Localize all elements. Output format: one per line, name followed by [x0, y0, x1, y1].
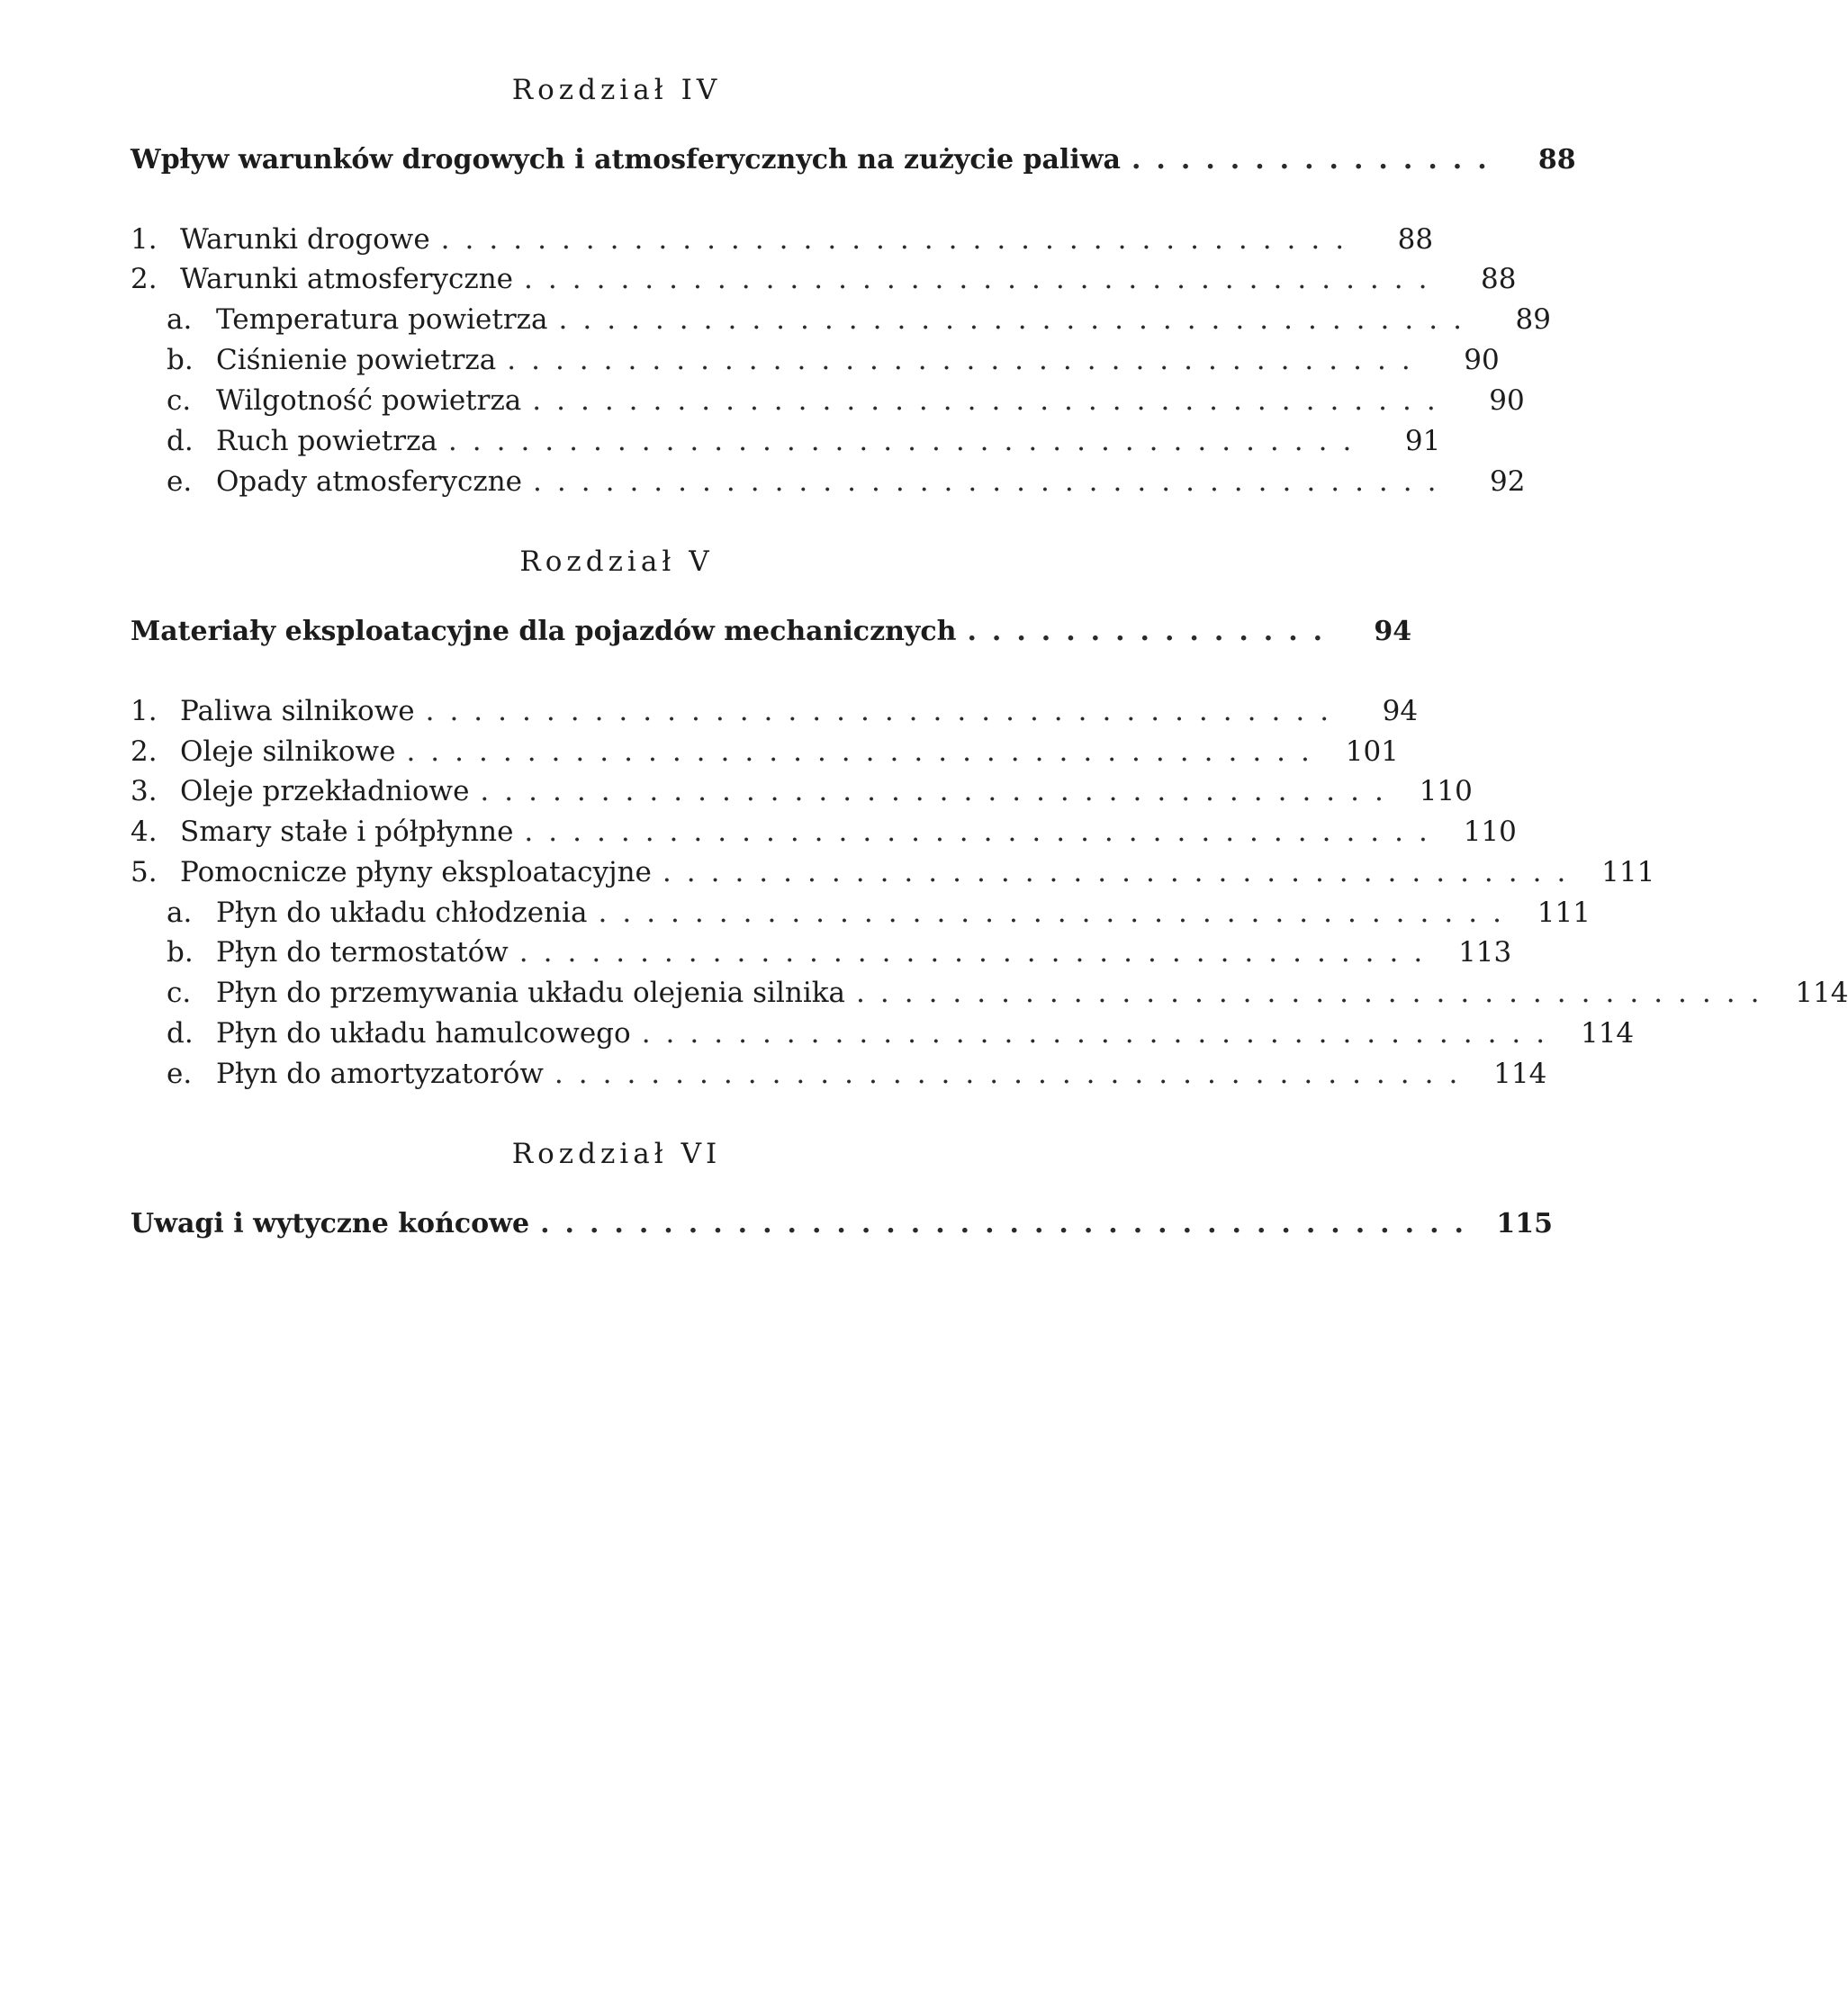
dot-leader: ...................................... [641, 1017, 1561, 1050]
chapter-title-iv: Wpływ warunków drogowych i atmosferycznych na zużycie paliwa [131, 144, 1121, 176]
entry-title: Płyn do amortyzatorów [216, 1058, 544, 1090]
entry-number: 1. [131, 695, 158, 727]
chapter-heading-vi: Rozdział VI [511, 1138, 722, 1170]
entry-title: Oleje silnikowe [180, 735, 396, 768]
entry-title: Pomocnicze płyny eksploatacyjne [180, 856, 652, 888]
entry-page: 110 [1463, 816, 1517, 848]
chapter-title-row-iv[interactable] [131, 144, 1576, 184]
entry-title: Płyn do układu hamulcowego [216, 1017, 631, 1050]
entry-number: 2. [131, 263, 158, 295]
entry-page: 111 [1537, 897, 1591, 929]
entry-title: Płyn do układu chłodzenia [216, 897, 588, 929]
entry-letter: b. [167, 344, 194, 376]
dot-leader: ...................................... [540, 1208, 1479, 1239]
entry-page: 101 [1345, 735, 1399, 768]
entry-page: 114 [1795, 977, 1848, 1009]
toc-subentry[interactable] [131, 303, 1551, 343]
entry-page: 113 [1458, 936, 1512, 969]
dot-leader: ...................................... [554, 1058, 1474, 1090]
entry-title: Warunki drogowe [180, 223, 430, 256]
entry-number: 4. [131, 816, 158, 848]
entry-page: 94 [1382, 695, 1419, 727]
entry-page: 110 [1419, 775, 1473, 807]
dot-leader: ...................................... [425, 695, 1345, 727]
entry-number: 5. [131, 856, 158, 888]
dot-leader: ...................................... [480, 775, 1399, 807]
entry-number: 3. [131, 775, 158, 807]
dot-leader: ...................................... [507, 344, 1426, 376]
toc-entry[interactable] [131, 816, 1517, 855]
dot-leader: ............... [967, 616, 1339, 647]
toc-subentry[interactable] [131, 936, 1512, 976]
entry-letter: e. [167, 1058, 193, 1090]
dot-leader: ...................................... [518, 936, 1438, 969]
toc-subentry[interactable] [131, 425, 1441, 464]
entry-page: 88 [1481, 263, 1517, 295]
entry-letter: b. [167, 936, 194, 969]
entry-page: 89 [1515, 303, 1551, 336]
entry-number: 2. [131, 735, 158, 768]
chapter-heading-iv: Rozdział IV [511, 74, 722, 106]
entry-title: Paliwa silnikowe [180, 695, 415, 727]
chapter-title-row-vi[interactable] [131, 1208, 1553, 1248]
dot-leader: ...................................... [532, 384, 1451, 417]
toc-entry[interactable] [131, 263, 1517, 302]
entry-page: 88 [1397, 223, 1434, 256]
toc-subentry[interactable] [131, 465, 1526, 505]
chapter-title-vi: Uwagi i wytyczne końcowe [131, 1208, 530, 1239]
entry-title: Temperatura powietrza [216, 303, 548, 336]
dot-leader: ............... [1131, 144, 1502, 176]
entry-page: 92 [1490, 465, 1526, 498]
chapter-page-iv: 88 [1537, 144, 1576, 176]
toc-entry[interactable] [131, 856, 1655, 896]
toc-subentry[interactable] [131, 1017, 1635, 1057]
entry-page: 111 [1601, 856, 1655, 888]
toc-subentry[interactable] [131, 384, 1525, 424]
chapter-page-v: 94 [1374, 616, 1412, 647]
toc-subentry[interactable] [131, 897, 1591, 936]
entry-letter: e. [167, 465, 193, 498]
dot-leader: ...................................... [440, 223, 1360, 256]
entry-title: Warunki atmosferyczne [180, 263, 514, 295]
dot-leader: ...................................... [856, 977, 1775, 1009]
entry-page: 90 [1464, 344, 1500, 376]
dot-leader: ...................................... [524, 263, 1443, 295]
dot-leader: ...................................... [447, 425, 1367, 457]
entry-page: 114 [1580, 1017, 1635, 1050]
dot-leader: ...................................... [524, 816, 1443, 848]
entry-page: 114 [1493, 1058, 1547, 1090]
toc-subentry[interactable] [131, 1058, 1547, 1097]
dot-leader: ...................................... [598, 897, 1517, 929]
entry-letter: c. [167, 977, 192, 1009]
chapter-title-row-v[interactable] [131, 616, 1412, 655]
entry-letter: d. [167, 1017, 194, 1050]
entry-number: 1. [131, 223, 158, 256]
entry-title: Ruch powietrza [216, 425, 437, 457]
entry-letter: a. [167, 303, 193, 336]
entry-letter: a. [167, 897, 193, 929]
entry-title: Płyn do termostatów [216, 936, 509, 969]
toc-entry[interactable] [131, 223, 1434, 263]
dot-leader: ...................................... [662, 856, 1582, 888]
entry-letter: c. [167, 384, 192, 417]
dot-leader: ...................................... [558, 303, 1477, 336]
dot-leader: ...................................... [406, 735, 1325, 768]
chapter-title-v: Materiały eksploatacyjne dla pojazdów mechanicznych [131, 616, 957, 647]
entry-title: Smary stałe i półpłynne [180, 816, 514, 848]
toc-entry[interactable] [131, 735, 1399, 775]
entry-title: Oleje przekładniowe [180, 775, 470, 807]
entry-page: 90 [1489, 384, 1525, 417]
toc-entry[interactable] [131, 695, 1419, 735]
entry-page: 91 [1404, 425, 1441, 457]
toc-subentry[interactable] [131, 344, 1500, 383]
toc-entry[interactable] [131, 775, 1473, 815]
toc-subentry[interactable] [131, 977, 1848, 1016]
entry-title: Ciśnienie powietrza [216, 344, 497, 376]
chapter-heading-v: Rozdział V [519, 545, 714, 578]
dot-leader: ...................................... [533, 465, 1452, 498]
entry-title: Opady atmosferyczne [216, 465, 523, 498]
chapter-page-vi: 115 [1496, 1208, 1553, 1239]
entry-title: Wilgotność powietrza [216, 384, 522, 417]
entry-letter: d. [167, 425, 194, 457]
entry-title: Płyn do przemywania układu olejenia silnika [216, 977, 846, 1009]
